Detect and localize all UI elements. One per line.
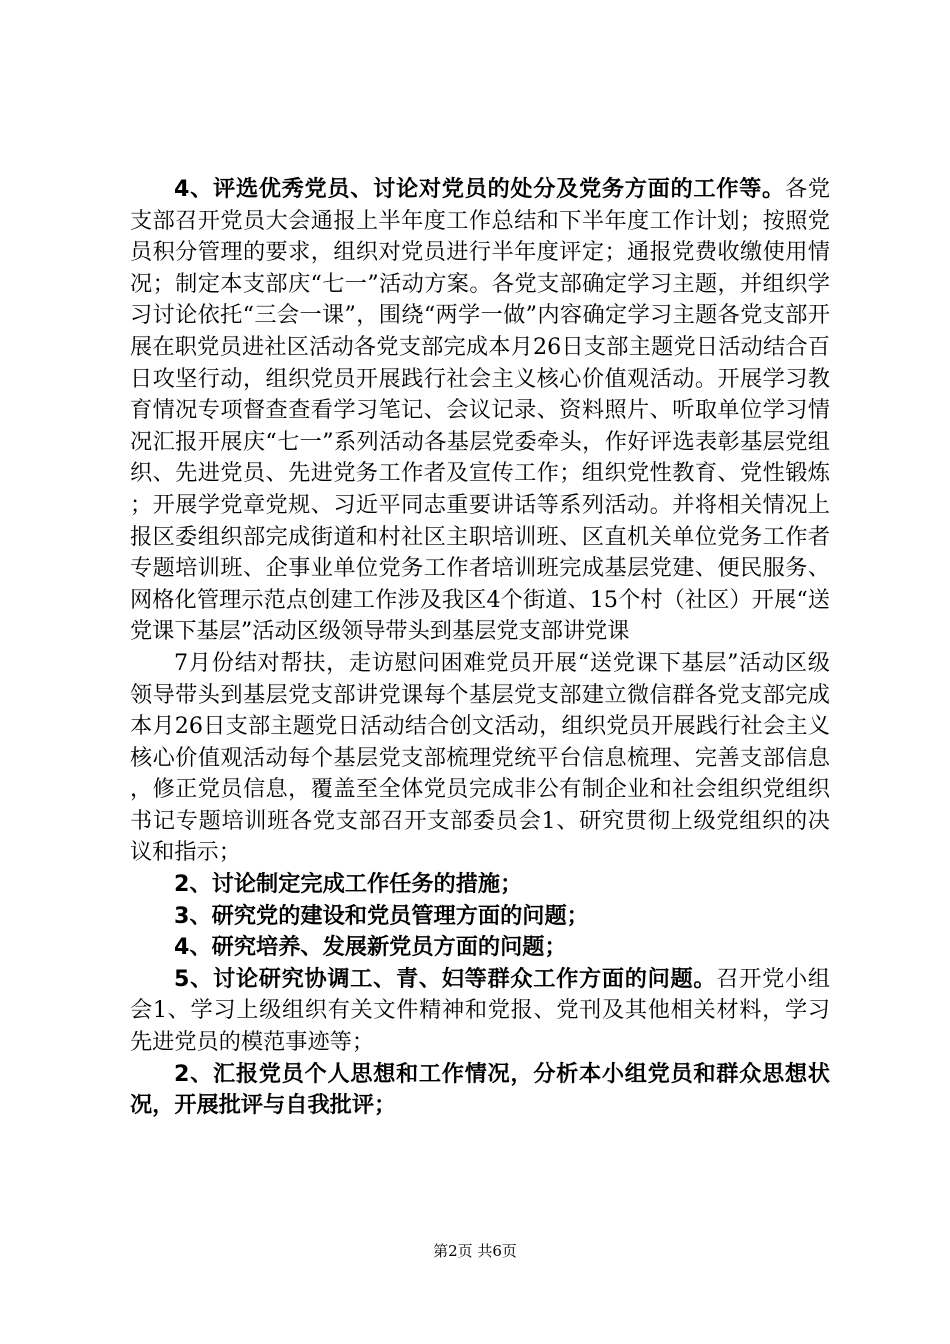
paragraph-1 bbox=[130, 174, 830, 648]
paragraph-6 bbox=[130, 964, 830, 1059]
paragraph-6-text: 召开党小组会1、学习上级组织有关文件精神和党报、党刊及其他相关材料，学习先进党员的模范事迹等； bbox=[130, 965, 831, 1056]
paragraph-4-emphasis: 3、研究党的建设和党员管理方面的问题； bbox=[174, 902, 589, 929]
paragraph-7 bbox=[130, 1059, 830, 1122]
paragraph-4 bbox=[130, 901, 830, 933]
paragraph-3 bbox=[130, 869, 830, 901]
paragraph-1-text: 各党支部召开党员大会通报上半年度工作总结和下半年度工作计划；按照党员积分管理的要求，组织对党员进行半年度评定；通报党费收缴使用情况；制定本支部庆“七一”活动方案。各党支部确定学习主题，并组织学习讨论依托“三会一课”，围绕“两学一做”内容确定学习主题各党支部开展在职党员进社区活动各党支部完成本月26日支部主题党日活动结合百日攻坚行动，组织党员开展践行社会主义核心价值观活动。开展学习教育情况专项督查查看学习笔记、会议记录、资料照片、听取单位学习情况汇报开展庆“七一”系列活动各基层党委牵头，作好评选表彰基层党组织、先进党员、先进党务工作者及宣传工作；组织党性教育、党性锻炼；开展学党章党规、习近平同志重要讲话等系列活动。并将相关情况上报区委组织部完成街道和村社区主职培训班、区直机关单位党务工作者专题培训班、企事业单位党务工作者培训班完成基层党建、便民服务、网格化管理示范点创建工作涉及我区4个街道、15个村（社区）开展“送党课下基层”活动区级领导带头到基层党支部讲党课 bbox=[130, 176, 831, 645]
paragraph-5 bbox=[130, 932, 830, 964]
paragraph-6-emphasis: 5、讨论研究协调工、青、妇等群众工作方面的问题。 bbox=[174, 965, 717, 992]
paragraph-1-emphasis: 4、评选优秀党员、讨论对党员的处分及党务方面的工作等。 bbox=[174, 176, 785, 202]
page-number-footer: 第2页 共6页 bbox=[433, 1242, 517, 1260]
paragraph-2-text: 7月份结对帮扶，走访慰问困难党员开展“送党课下基层”活动区级领导带头到基层党支部讲党课每个基层党支部建立微信群各党支部完成本月26日支部主题党日活动结合创文活动，组织党员开展践行社会主义核心价值观活动每个基层党支部梳理党统平台信息梳理、完善支部信息，修正党员信息，覆盖至全体党员完成非公有制企业和社会组织党组织书记专题培训班各党支部召开支部委员会1、研究贯彻上级党组织的决议和指示； bbox=[130, 649, 830, 866]
paragraph-5-emphasis: 4、研究培养、发展新党员方面的问题； bbox=[174, 934, 567, 961]
paragraph-2 bbox=[130, 648, 830, 869]
paragraph-7-emphasis: 2、汇报党员个人思想和工作情况，分析本小组党员和群众思想状况，开展批评与自我批评； bbox=[130, 1060, 830, 1119]
document-body bbox=[130, 174, 830, 1122]
paragraph-3-emphasis: 2、讨论制定完成工作任务的措施； bbox=[174, 871, 523, 898]
